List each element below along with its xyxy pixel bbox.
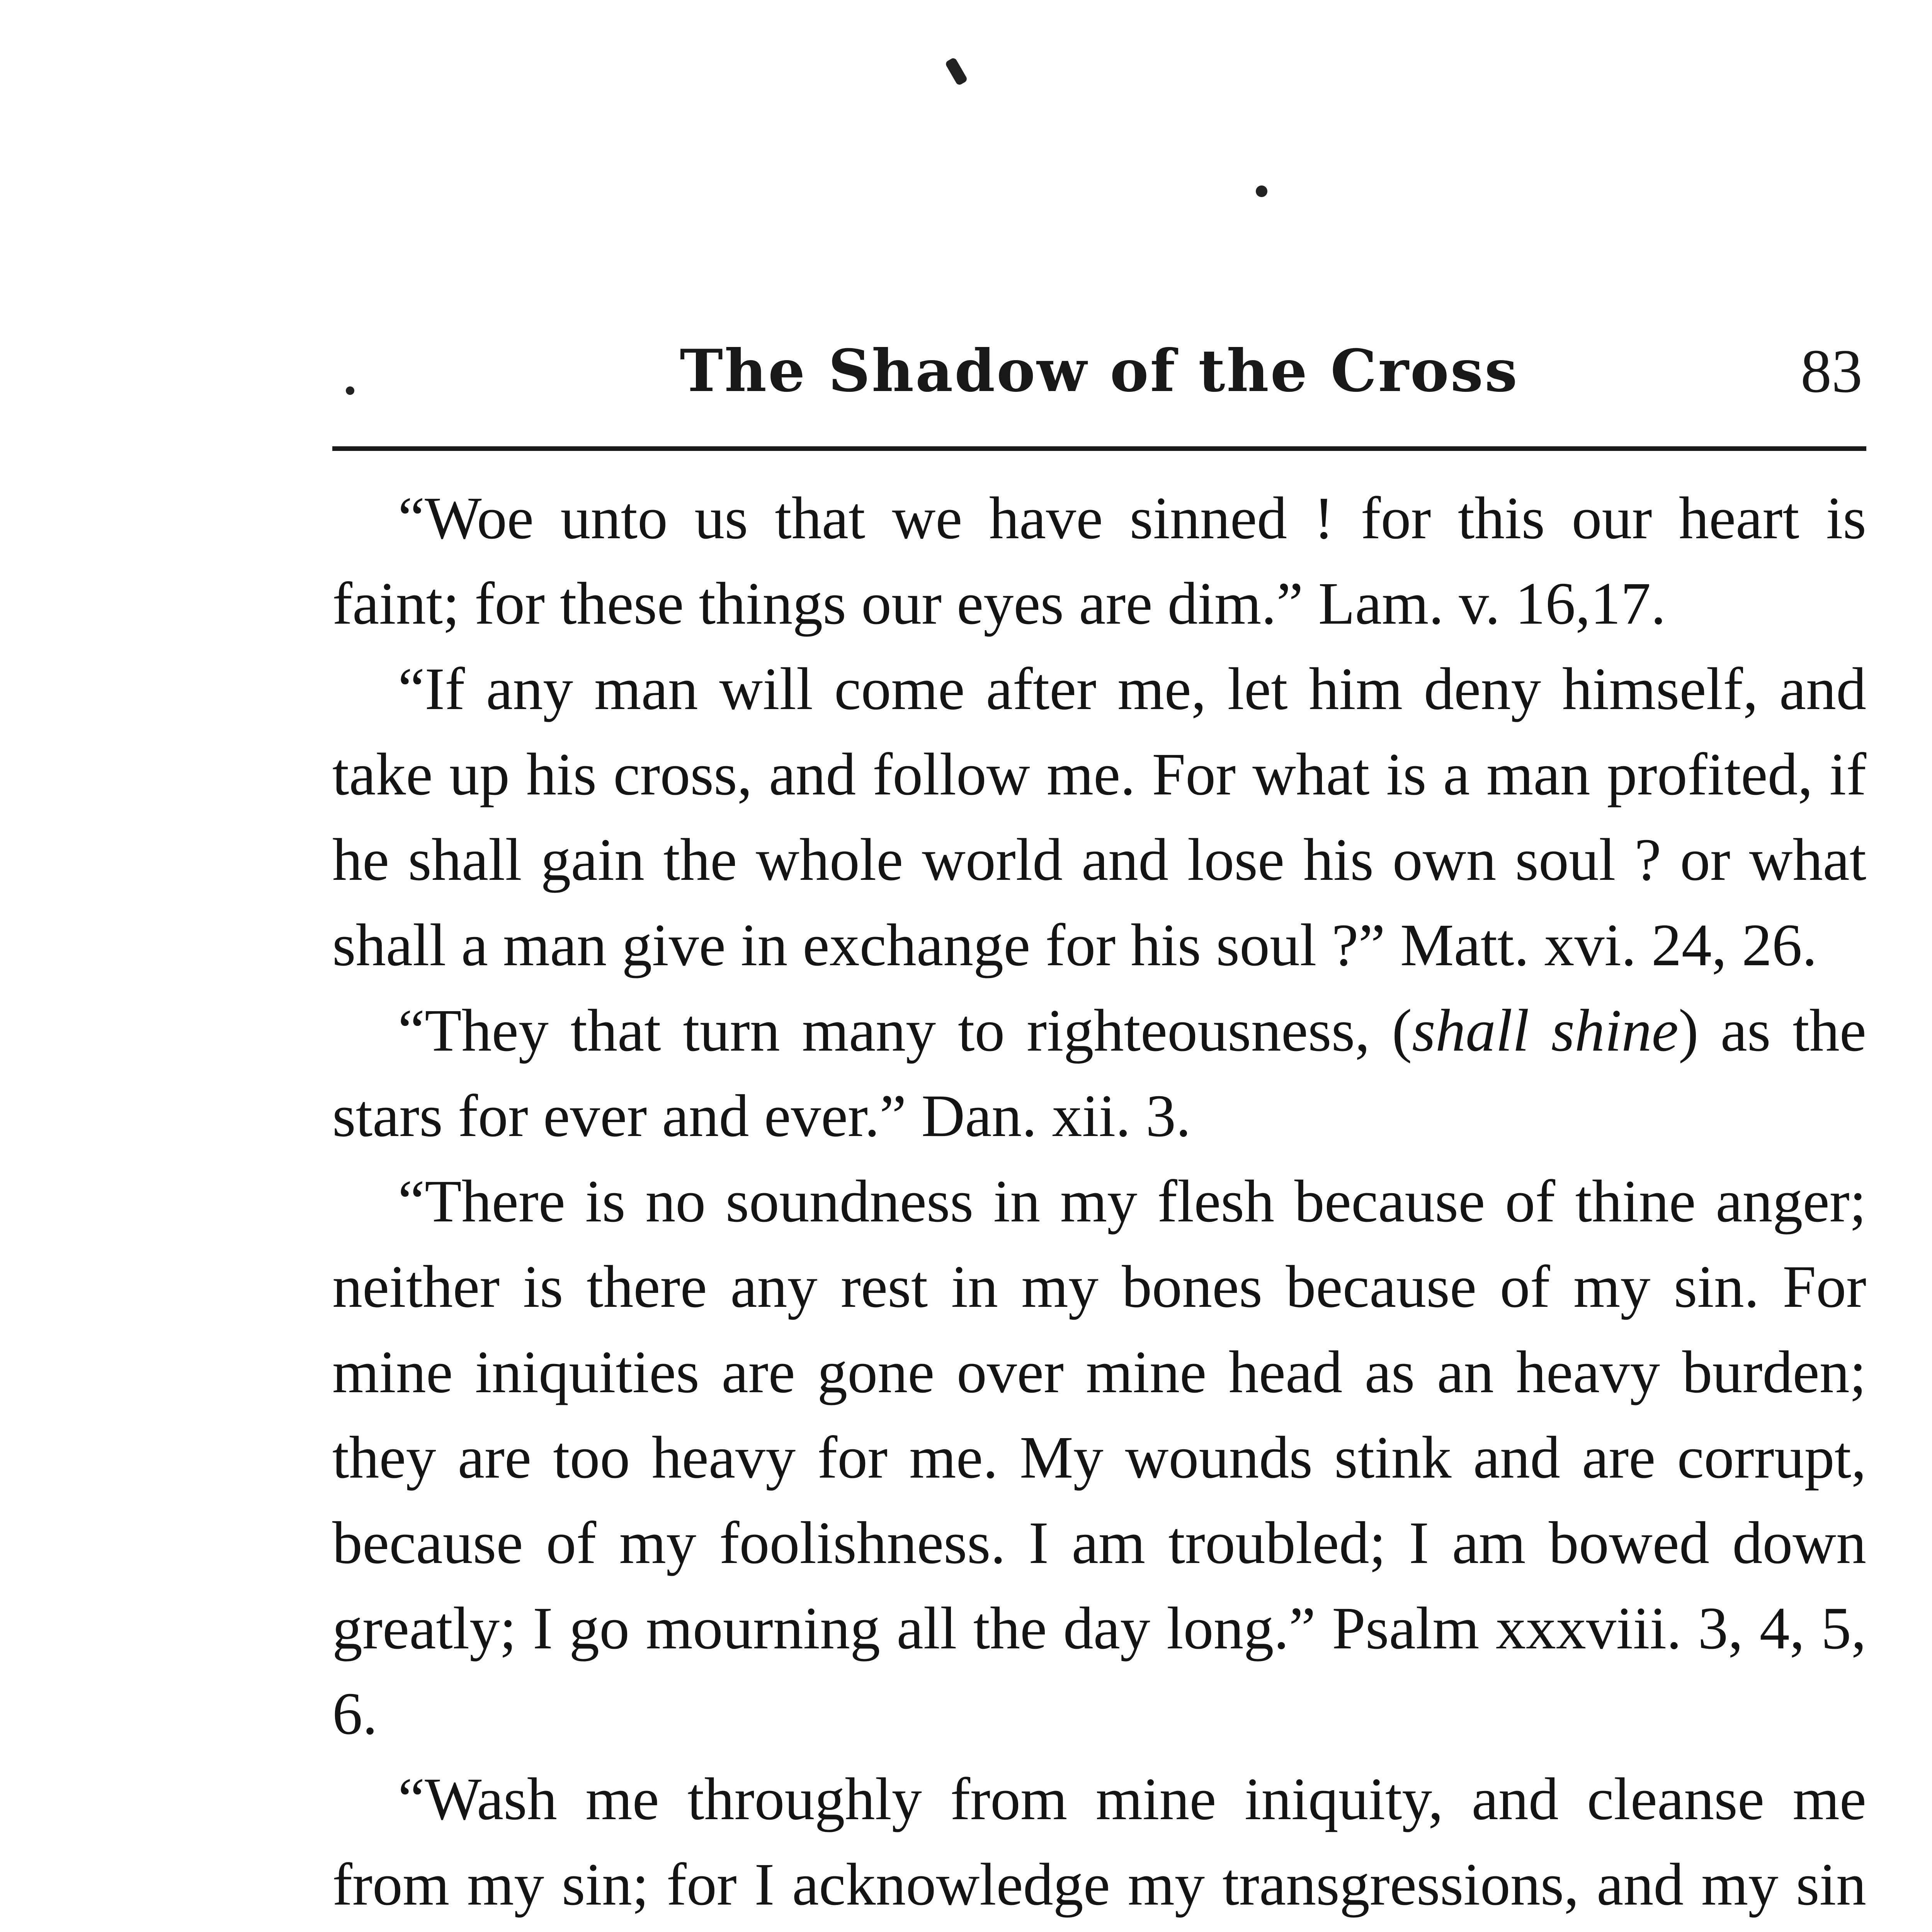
- body-text: [332, 475, 1866, 1932]
- paragraph-2: [332, 646, 1866, 988]
- paragraph-3: [332, 988, 1866, 1158]
- paragraph-3-text-before: “They that turn many to righteousness, (: [398, 997, 1412, 1064]
- scan-speck: [945, 57, 968, 86]
- header-rule: [332, 446, 1866, 451]
- paragraph-5: [332, 1756, 1866, 1932]
- paragraph-3-text-after: ) as the stars for ever and ever.” Dan. xii. 3.: [332, 997, 1866, 1149]
- paragraph-1: [332, 475, 1866, 646]
- scan-speck: [346, 386, 354, 395]
- paragraph-2-text: “If any man will come after me, let him deny himself, and take up his cross, and follow me. For what is a man profited, if he shall gain the whole world and lose his own soul ? or what shall a man give in exchange for his soul ?” Matt. xvi. 24, 26.: [332, 655, 1866, 978]
- page-number: 83: [1801, 337, 1862, 405]
- paragraph-4: [332, 1158, 1866, 1756]
- page-header: [332, 325, 1866, 440]
- paragraph-5-text: “Wash me throughly from mine iniquity, and cleanse me from my sin; for I acknowledge my transgressions, and my sin: [332, 1765, 1866, 1918]
- paragraph-3-italic: shall shine: [1412, 997, 1679, 1064]
- paragraph-1-text: “Woe unto us that we have sinned ! for this our heart is faint; for these things our eyes are dim.” Lam. v. 16,17.: [332, 485, 1866, 637]
- paragraph-4-text: “There is no soundness in my flesh because of thine anger; neither is there any rest in my bones because of my sin. For mine iniquities are gone over mine head as an heavy burden; they are too heavy for me. My wounds stink and are corrupt, because of my foolishness. I am troubled; I am bowed down greatly; I go mourning all the day long.” Psalm xxxviii. 3, 4, 5, 6.: [332, 1168, 1866, 1747]
- scan-speck: [1256, 185, 1267, 197]
- running-title: The Shadow of the Cross: [680, 337, 1519, 405]
